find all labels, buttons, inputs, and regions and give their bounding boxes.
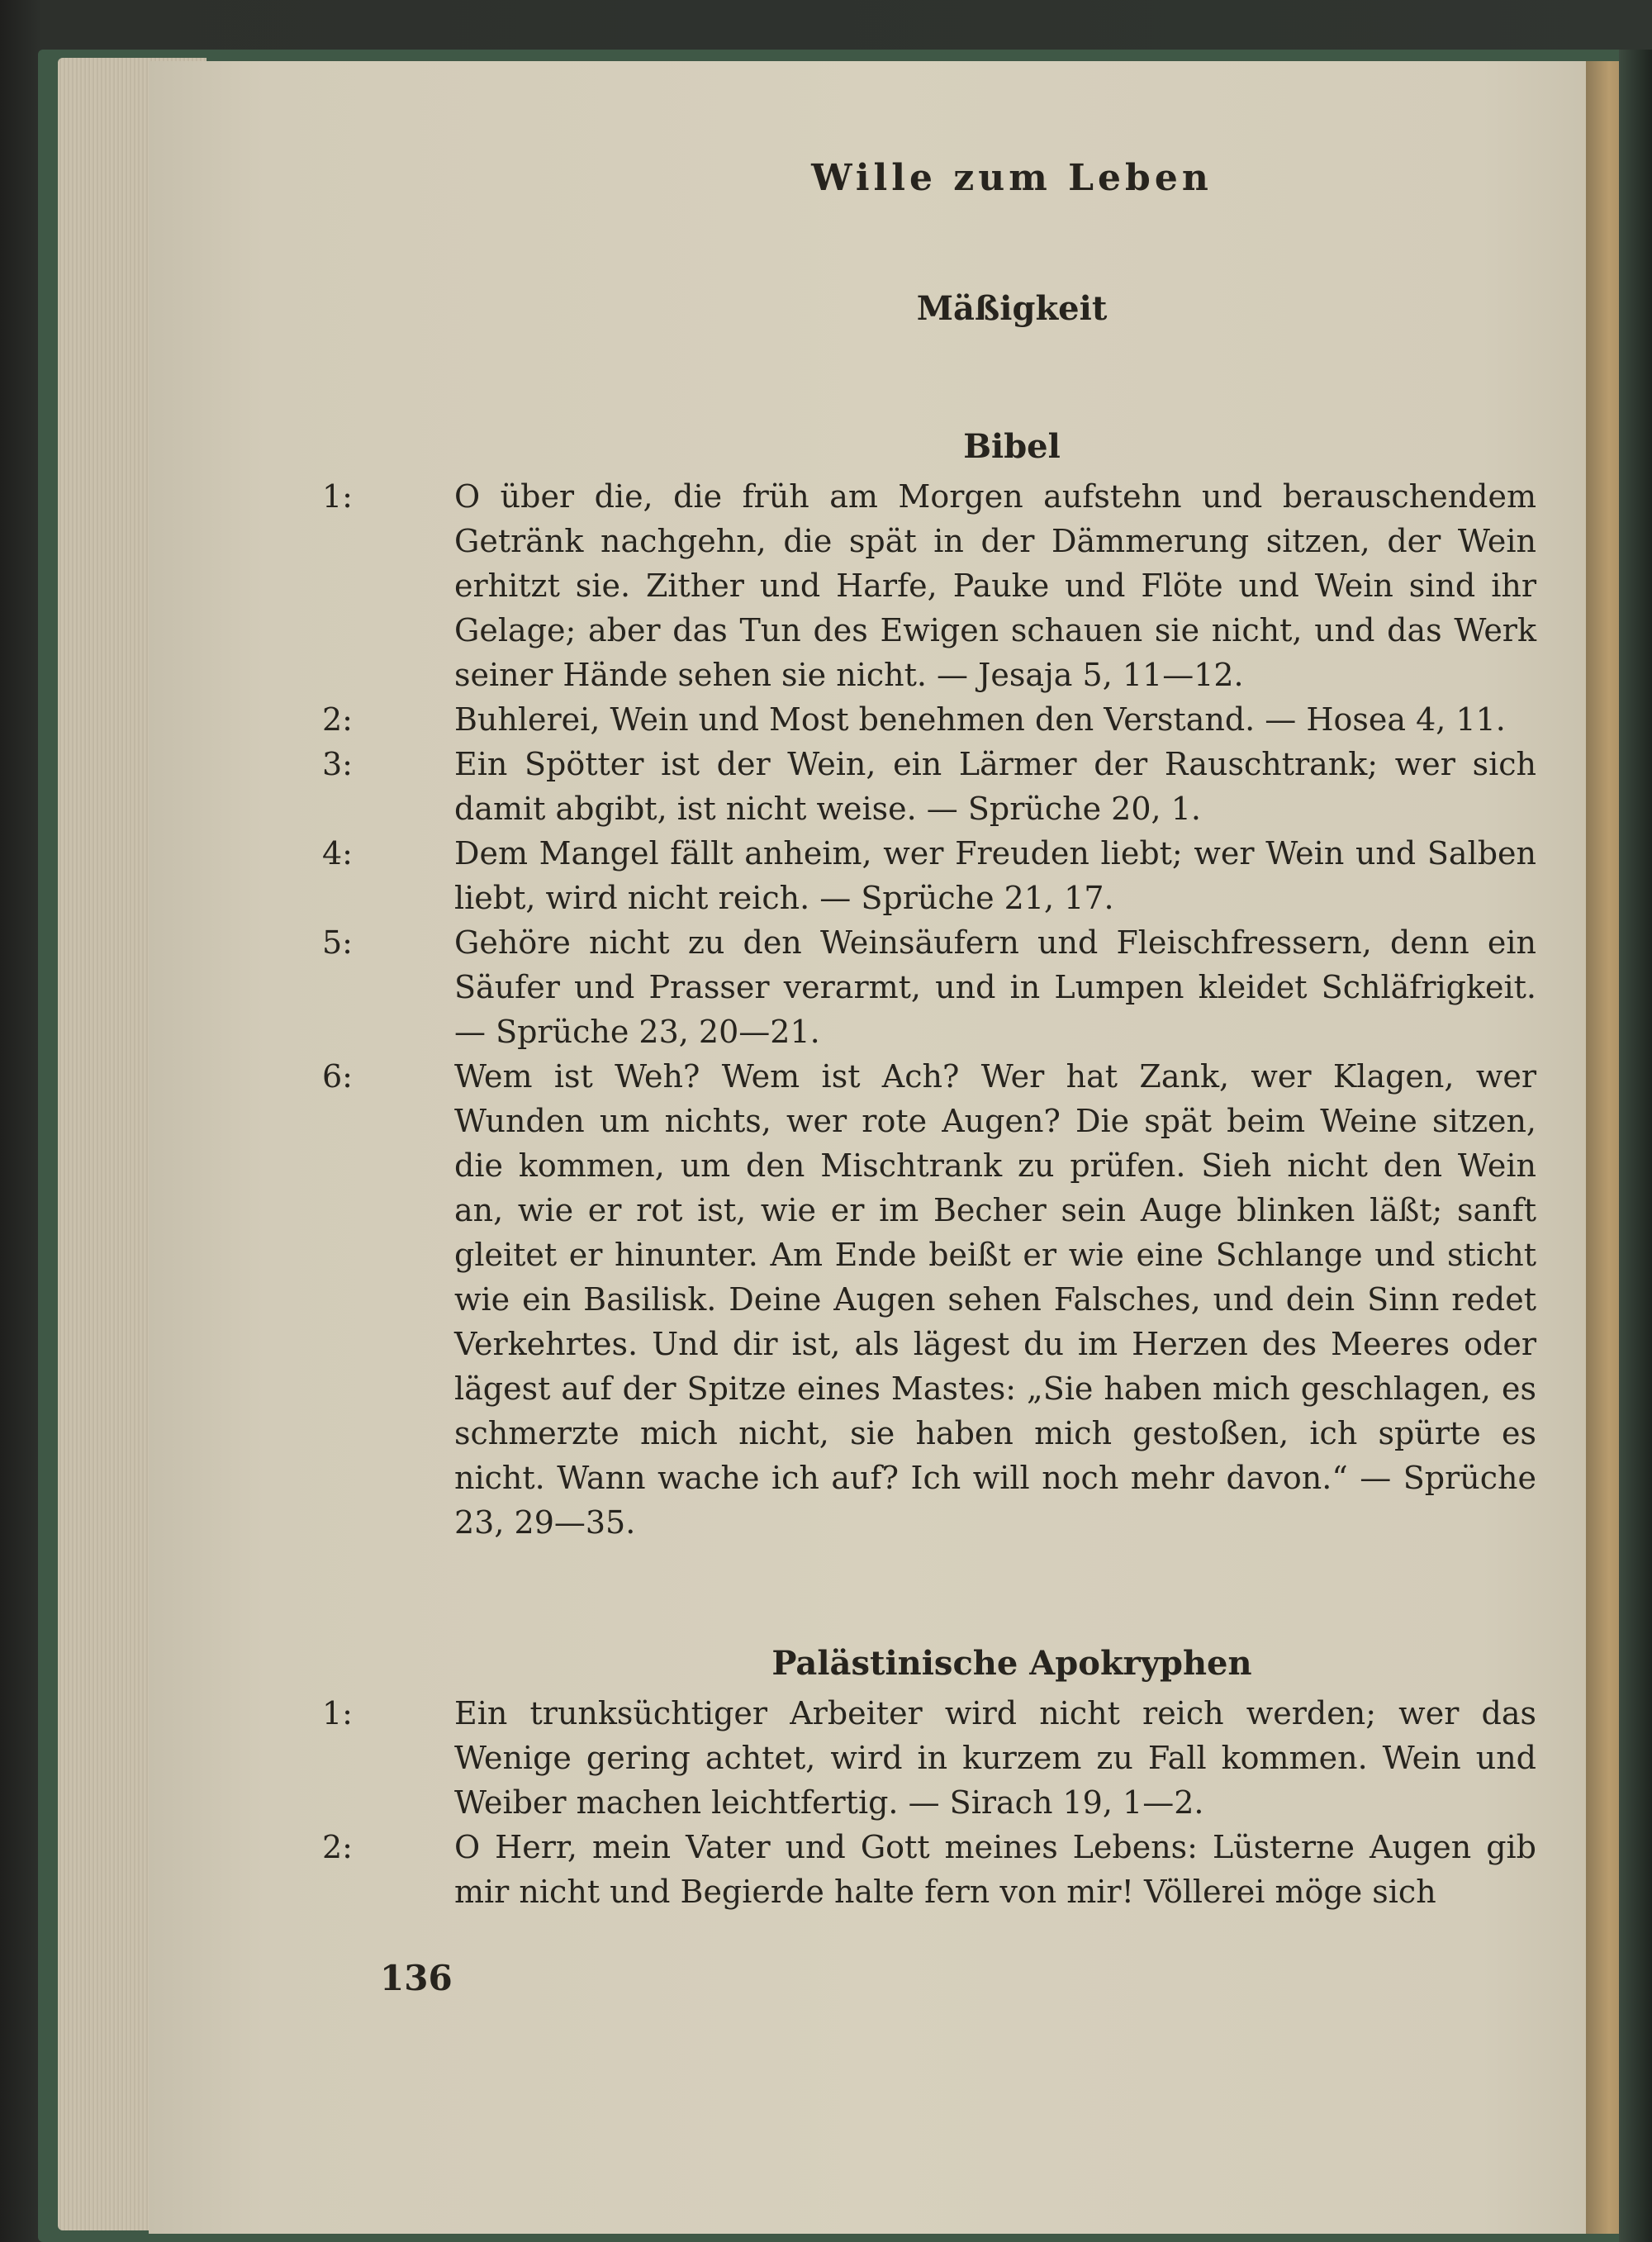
list-item bbox=[322, 1825, 1536, 1914]
list-item bbox=[322, 1054, 1536, 1545]
running-head: Wille zum Leben bbox=[811, 157, 1213, 199]
entry-number: 3: bbox=[322, 746, 353, 782]
list-item bbox=[322, 920, 1536, 1054]
list-item bbox=[322, 697, 1536, 742]
entry-number: 1: bbox=[322, 478, 353, 515]
list-item bbox=[322, 831, 1536, 920]
entry-number: 5: bbox=[322, 924, 353, 961]
entry-text: Wem ist Weh? Wem ist Ach? Wer hat Zank, wer Klagen, wer Wunden um nichts, wer rote Augen? Die spät beim Weine sitzen, die kommen, um den Mischtrank zu prüfen. Sieh nicht den Wein an, wie er rot ist, wie er im Becher sein Auge blinken läßt; sanft gleitet er hinunter. Am Ende beißt er wie eine Schlange und sticht wie ein Basilisk. Deine Augen sehen Falsches, und dein Sinn redet Verkehrtes. Und dir ist, als lägest du im Herzen des Meeres oder lägest auf der Spitze eines Mastes: „Sie haben mich geschlagen, es schmerzte mich nicht, sie haben mich gestoßen, ich spürte es nicht. Wann wache ich auf? Ich will noch mehr davon.“ — Sprüche 23, 29—35. bbox=[454, 1058, 1536, 1541]
entry-number: 6: bbox=[322, 1058, 353, 1095]
section-title: Mäßigkeit bbox=[916, 289, 1108, 328]
bibel-entries bbox=[322, 474, 1536, 1545]
entry-number: 1: bbox=[322, 1695, 353, 1731]
page-number: 136 bbox=[380, 1958, 453, 1998]
entry-text: Dem Mangel fällt anheim, wer Freuden liebt; wer Wein und Salben liebt, wird nicht reich. — Sprüche 21, 17. bbox=[454, 835, 1536, 916]
entry-text: Ein trunksüchtiger Arbeiter wird nicht reich werden; wer das Wenige gering achtet, wird in kurzem zu Fall kommen. Wein und Weiber machen leichtfertig. — Sirach 19, 1—2. bbox=[454, 1695, 1536, 1821]
page-text bbox=[322, 157, 1536, 1914]
entry-text: O Herr, mein Vater und Gott meines Lebens: Lüsterne Augen gib mir nicht und Begierde halte fern von mir! Völlerei möge sich bbox=[454, 1829, 1536, 1910]
book-spine-edge bbox=[1619, 50, 1652, 2242]
source-title-apokryphen: Palästinische Apokryphen bbox=[771, 1644, 1252, 1683]
entry-text: Gehöre nicht zu den Weinsäufern und Fleischfressern, denn ein Säufer und Prasser verarmt, und in Lumpen kleidet Schläfrigkeit. — Sprüche 23, 20—21. bbox=[454, 924, 1536, 1050]
entry-number: 2: bbox=[322, 1829, 353, 1865]
list-item bbox=[322, 742, 1536, 831]
entry-text: O über die, die früh am Morgen aufstehn und berauschendem Getränk nachgehn, die spät in der Dämmerung sitzen, der Wein erhitzt sie. Zither und Harfe, Pauke und Flöte und Wein sind ihr Gelage; aber das Tun des Ewigen schauen sie nicht, und das Werk seiner Hände sehen sie nicht. — Jesaja 5, 11—12. bbox=[454, 478, 1536, 693]
apokryphen-entries bbox=[322, 1691, 1536, 1914]
list-item bbox=[322, 474, 1536, 697]
entry-text: Ein Spötter ist der Wein, ein Lärmer der Rauschtrank; wer sich damit abgibt, ist nicht weise. — Sprüche 20, 1. bbox=[454, 746, 1536, 827]
entry-number: 2: bbox=[322, 701, 353, 738]
entry-text: Buhlerei, Wein und Most benehmen den Verstand. — Hosea 4, 11. bbox=[454, 701, 1506, 738]
source-title-bibel: Bibel bbox=[963, 427, 1061, 466]
entry-number: 4: bbox=[322, 835, 353, 872]
list-item bbox=[322, 1691, 1536, 1825]
